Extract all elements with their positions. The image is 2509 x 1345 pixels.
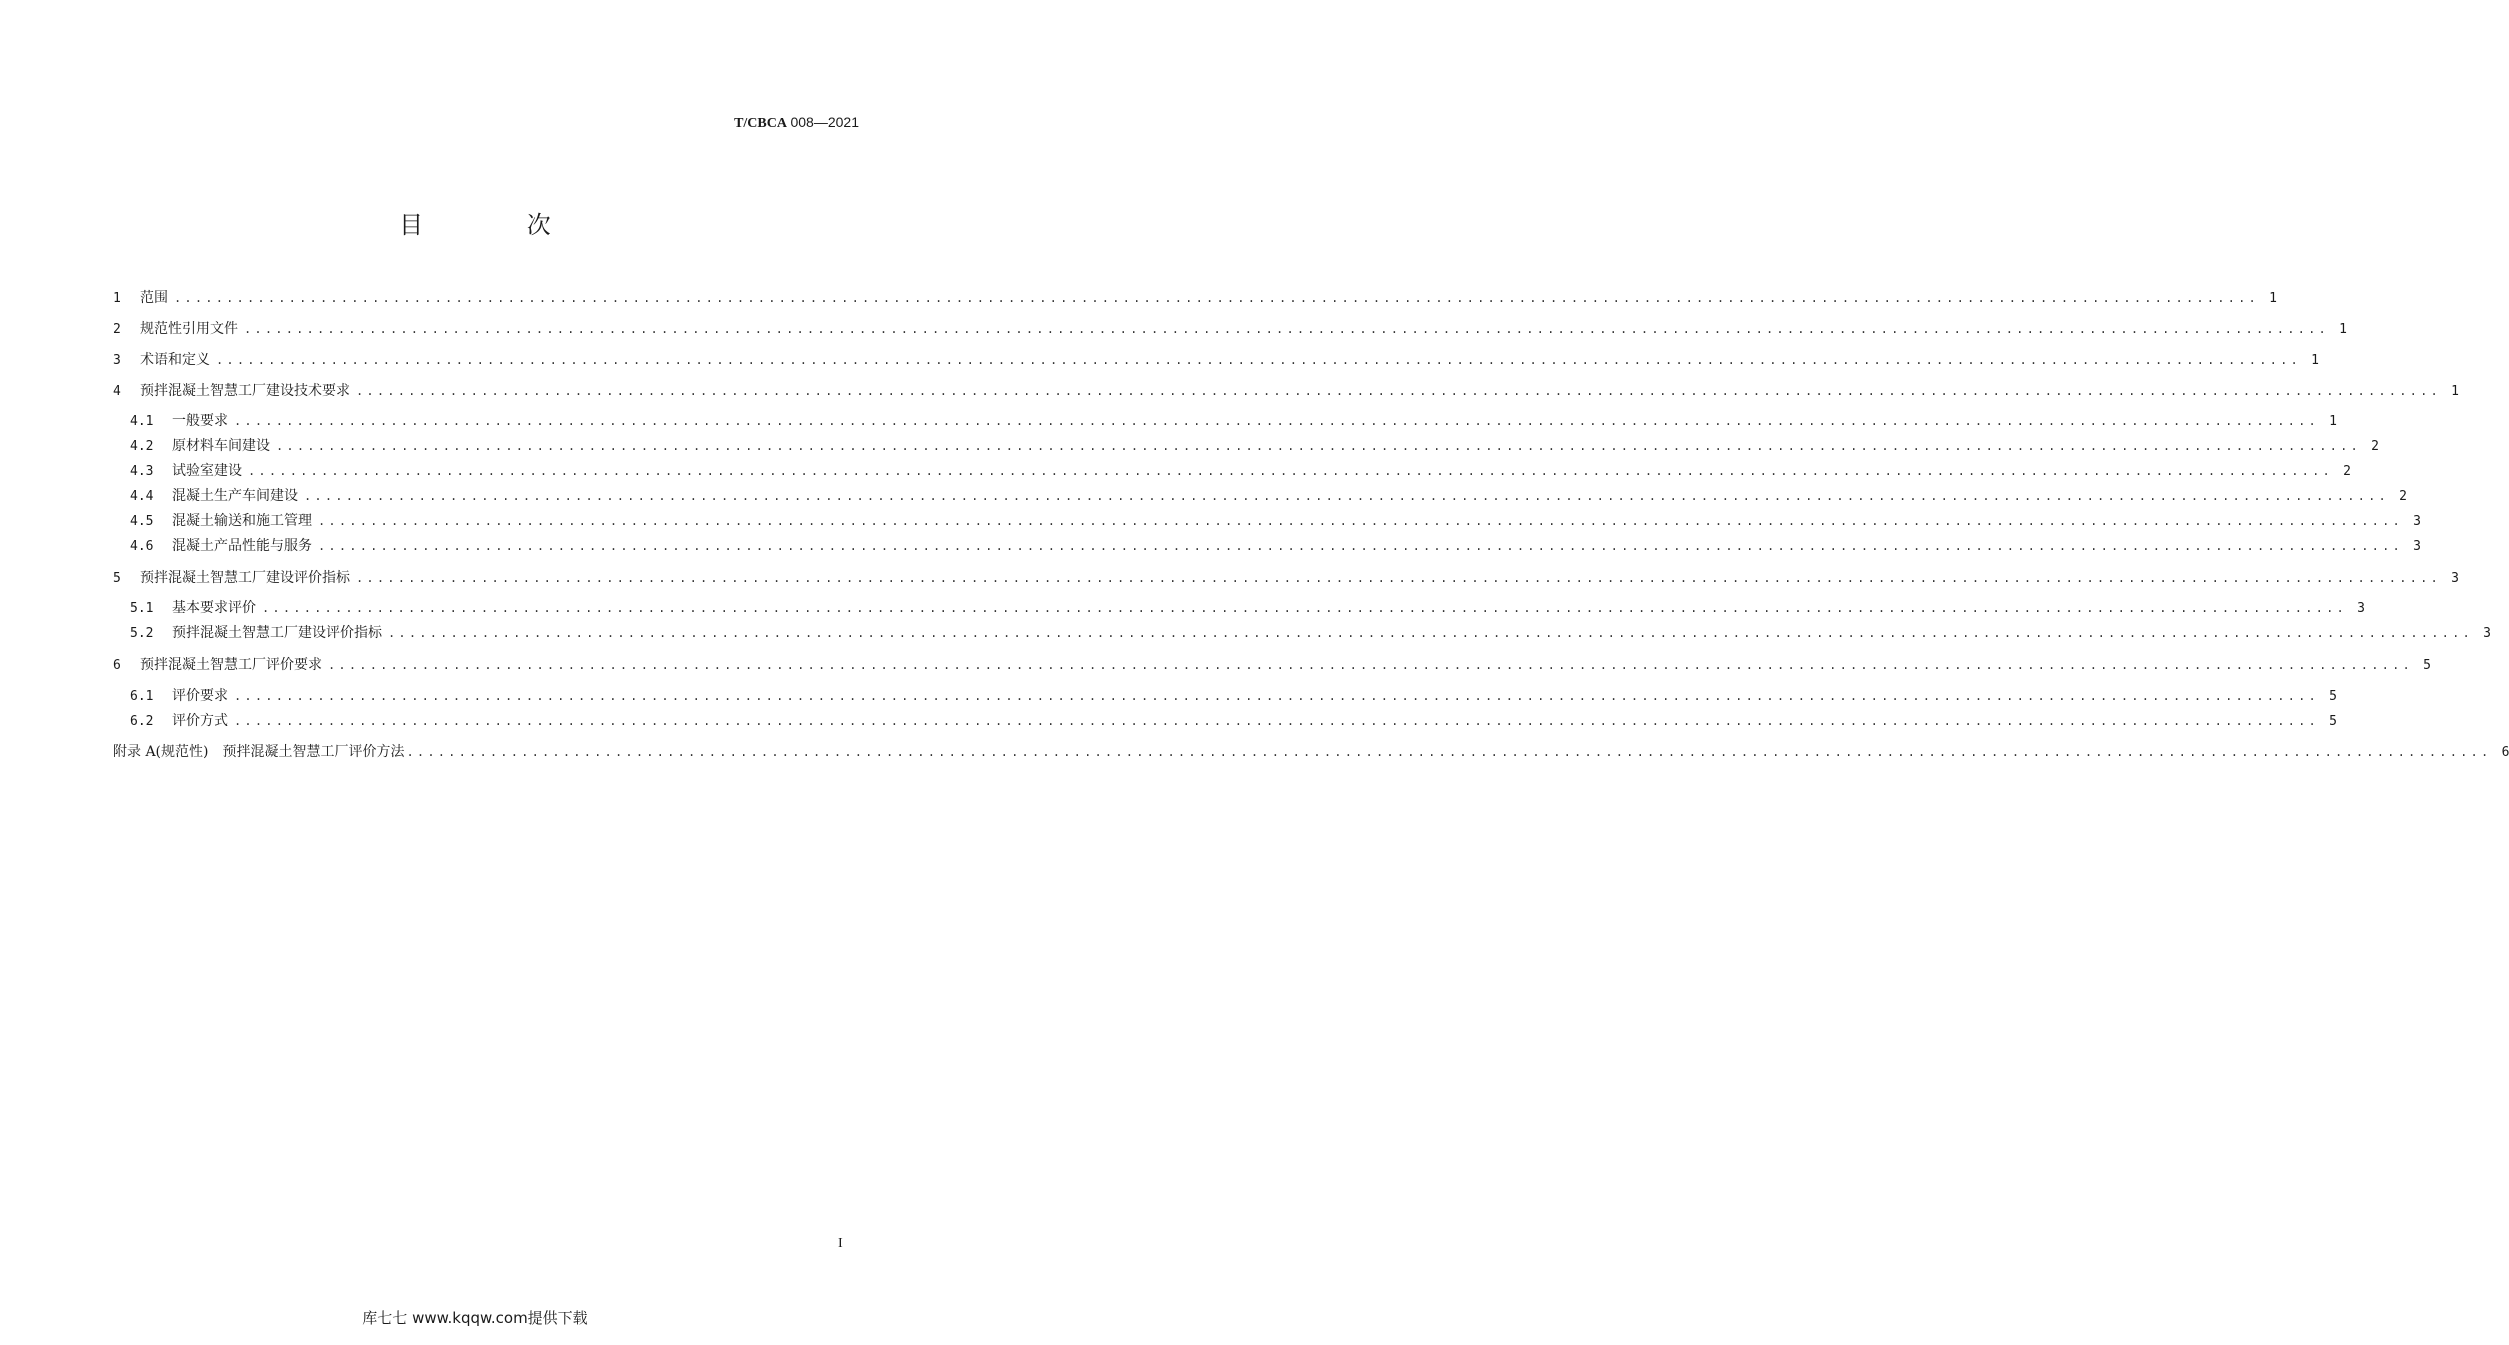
- toc-entry-title: 预拌混凝土智慧工厂建设技术要求: [140, 383, 350, 399]
- toc-entry[interactable]: [113, 535, 2421, 557]
- toc-entry-number: 2: [113, 322, 121, 337]
- toc-entry-number: 6.2: [130, 714, 154, 729]
- toc-entry[interactable]: [113, 710, 2337, 732]
- toc-leader-dots: ........................................................................................................................................................................................................: [276, 439, 2361, 453]
- toc-entry-title: 试验室建设: [172, 463, 242, 479]
- toc-entry[interactable]: [113, 287, 2277, 309]
- toc-entry-page: 2: [2399, 489, 2407, 504]
- toc-entry[interactable]: [113, 380, 2459, 402]
- toc-leader-dots: ........................................................................................................................................................................................................: [318, 514, 2403, 528]
- toc-entry-number: 4: [113, 384, 121, 399]
- toc-entry-appendix[interactable]: [113, 741, 2509, 763]
- toc-entry-page: 3: [2413, 539, 2421, 554]
- toc-entry-title: 预拌混凝土智慧工厂建设评价指标: [172, 625, 382, 641]
- toc-entry[interactable]: [113, 567, 2459, 589]
- toc-leader-dots: ........................................................................................................................................................................................................: [356, 571, 2441, 585]
- page-number: I: [838, 1236, 843, 1251]
- toc-entry-title: 评价要求: [172, 688, 228, 704]
- toc-entry-number: 4.6: [130, 539, 154, 554]
- toc-entry-page: 5: [2329, 714, 2337, 729]
- toc-entry-page: 3: [2357, 601, 2365, 616]
- toc-leader-dots: ........................................................................................................................................................................................................: [244, 322, 2329, 336]
- toc-entry[interactable]: [113, 510, 2421, 532]
- toc-entry-title: 附录 A(规范性) 预拌混凝土智慧工厂评价方法: [113, 744, 405, 760]
- toc-entry-number: 4.4: [130, 489, 154, 504]
- toc-entry[interactable]: [113, 349, 2319, 371]
- toc-entry[interactable]: [113, 485, 2407, 507]
- toc-leader-dots: ........................................................................................................................................................................................................: [318, 539, 2403, 553]
- toc-entry-title: 混凝土生产车间建设: [172, 488, 298, 504]
- toc-entry-page: 6: [2501, 745, 2509, 760]
- toc-entry[interactable]: [113, 654, 2431, 676]
- toc-leader-dots: ........................................................................................................................................................................................................: [174, 291, 2259, 305]
- toc-entry-number: 4.5: [130, 514, 154, 529]
- toc-entry-page: 1: [2311, 353, 2319, 368]
- toc-entry-page: 1: [2339, 322, 2347, 337]
- toc-entry-page: 3: [2483, 626, 2491, 641]
- page-title: 目 次: [399, 211, 599, 239]
- toc-entry[interactable]: [113, 460, 2351, 482]
- toc-entry-title: 术语和定义: [140, 352, 210, 368]
- toc-leader-dots: ........................................................................................................................................................................................................: [216, 353, 2301, 367]
- toc-entry-page: 1: [2451, 384, 2459, 399]
- toc-entry-number: 4.1: [130, 414, 154, 429]
- toc-entry-number: 6: [113, 658, 121, 673]
- toc-entry-number: 4.2: [130, 439, 154, 454]
- toc-entry-page: 2: [2371, 439, 2379, 454]
- toc-entry-title: 原材料车间建设: [172, 438, 270, 454]
- toc-entry[interactable]: [113, 622, 2491, 644]
- toc-entry-page: 5: [2423, 658, 2431, 673]
- toc-entry[interactable]: [113, 410, 2337, 432]
- footer-watermark: 库七七 www.kqqw.com提供下载: [362, 1309, 588, 1327]
- toc-entry-title: 评价方式: [172, 713, 228, 729]
- toc-entry-number: 5: [113, 571, 121, 586]
- toc-entry-page: 2: [2343, 464, 2351, 479]
- toc-entry-page: 1: [2329, 414, 2337, 429]
- standard-number: [734, 114, 859, 132]
- toc-leader-dots: ........................................................................................................................................................................................................: [356, 384, 2441, 398]
- toc-entry[interactable]: [113, 435, 2379, 457]
- standard-year: 008—2021: [790, 114, 859, 130]
- toc-entry-title: 范围: [140, 290, 168, 306]
- toc-entry-title: 混凝土输送和施工管理: [172, 513, 312, 529]
- toc-entry-title: 预拌混凝土智慧工厂评价要求: [140, 657, 322, 673]
- toc-leader-dots: ........................................................................................................................................................................................................: [388, 626, 2473, 640]
- toc-entry[interactable]: [113, 318, 2347, 340]
- toc-leader-dots: ........................................................................................................................................................................................................: [234, 714, 2319, 728]
- toc-leader-dots: ........................................................................................................................................................................................................: [234, 689, 2319, 703]
- toc-leader-dots: ........................................................................................................................................................................................................: [234, 414, 2319, 428]
- toc-entry-page: 5: [2329, 689, 2337, 704]
- toc-entry-title: 规范性引用文件: [140, 321, 238, 337]
- toc-entry-page: 3: [2451, 571, 2459, 586]
- toc-entry-title: 混凝土产品性能与服务: [172, 538, 312, 554]
- toc-entry-number: 4.3: [130, 464, 154, 479]
- toc-entry-page: 1: [2269, 291, 2277, 306]
- toc-entry-number: 3: [113, 353, 121, 368]
- toc-entry[interactable]: [113, 685, 2337, 707]
- toc-leader-dots: ........................................................................................................................................................................................................: [328, 658, 2413, 672]
- toc-entry-number: 5.1: [130, 601, 154, 616]
- toc-entry-page: 3: [2413, 514, 2421, 529]
- toc-entry-number: 1: [113, 291, 121, 306]
- toc-leader-dots: ........................................................................................................................................................................................................: [406, 745, 2492, 759]
- toc-entry-number: 5.2: [130, 626, 154, 641]
- toc-entry-title: 基本要求评价: [172, 600, 256, 616]
- toc-entry-title: 一般要求: [172, 413, 228, 429]
- toc-entry-title: 预拌混凝土智慧工厂建设评价指标: [140, 570, 350, 586]
- standard-code: T/CBCA: [734, 116, 787, 131]
- toc-entry[interactable]: [113, 597, 2365, 619]
- toc-leader-dots: ........................................................................................................................................................................................................: [304, 489, 2389, 503]
- toc-leader-dots: ........................................................................................................................................................................................................: [248, 464, 2333, 478]
- toc-entry-number: 6.1: [130, 689, 154, 704]
- toc-leader-dots: ........................................................................................................................................................................................................: [262, 601, 2347, 615]
